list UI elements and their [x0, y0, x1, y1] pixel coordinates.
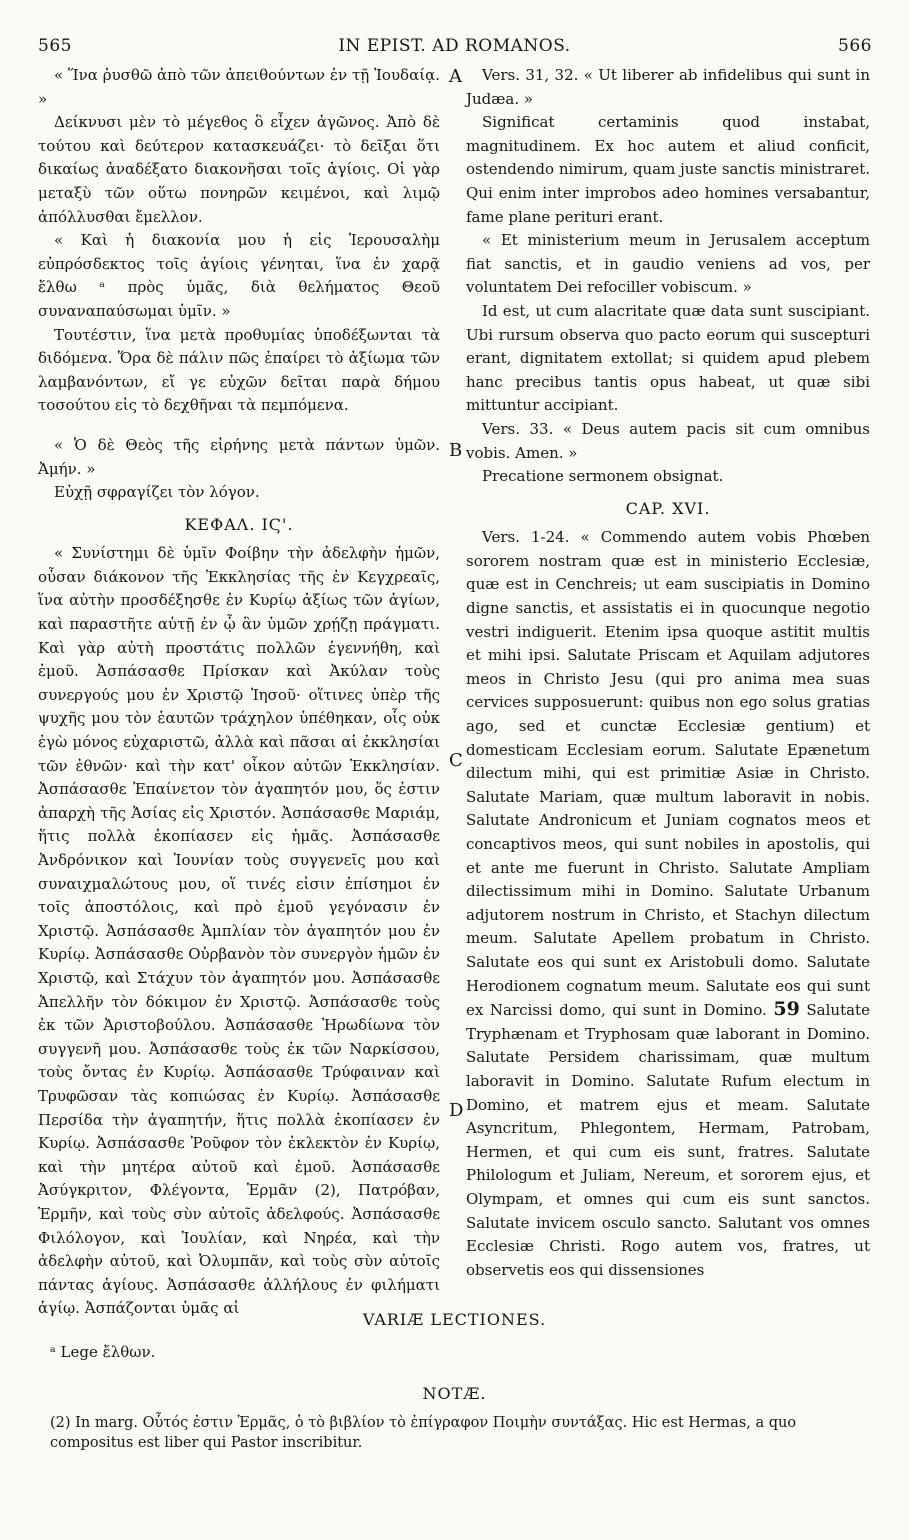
- latin-paragraph: Significat certaminis quod instabat, magnitudinem. Ex hoc autem et aliud conficit, ostendendo nimirum, quam juste sanctis ministraret. Qui enim inter improbos adeo homines versabantur, fame plane perituri erant.: [466, 113, 870, 226]
- latin-paragraph: [466, 526, 870, 1282]
- right-page-number: 566: [838, 36, 872, 56]
- latin-paragraph: « Et ministerium meum in Jerusalem acceptum fiat sanctis, et in gaudio veniens ad vos, per voluntatem Dei refociller vobiscum. »: [466, 231, 870, 297]
- greek-chapter-heading: ΚΕΦΑΛ. ΙϚ'.: [184, 514, 294, 534]
- latin-paragraph: Id est, ut cum alacritate quæ data sunt suscipiant. Ubi rursum observa quo pacto eorum qui suscepturi erant, dignitatem extollat; si quidem apud plebem hanc precibus tantis opus habeat, ut quæ sibi mittuntur accipiant.: [466, 301, 870, 415]
- latin-text-part: Vers. 1-24. « Commendo autem vobis Phœben sororem nostram quæ est in ministerio Ecclesiæ, quæ est in Cenchreis; ut eam suscipiatis in Domino digne sanctis, et assistatis ei in quocunque negotio vestri indiguerit. Etenim ipsa quoque astitit multis et mihi ipsi. Salutate Priscam et Aquilam adjutores meos in Christo Jesu (qui pro anima mea suas cervices supposuerunt: quibus non ego solus gratias ago, sed et cunctæ Ecclesiæ gentium) et domesticam Ecclesiam eorum. Salutate Epænetum dilectum mihi, qui est primitiæ Asiæ in Christo. Salutate Mariam, quæ multum laboravit in nobis. Salutate Andronicum et Juniam cognatos meos et concaptivos meos, qui sunt nobiles in apostolis, qui et ante me fuerunt in Christo. Salutate Ampliam dilectissimum mihi in Domino. Salutate Urbanum adjutorem nostrum in Christo, et Stachyn dilectum meum. Salutate Apellem probatum in Christo. Salutate eos qui sunt ex Aristobuli domo. Salutate Herodionem cognatum meum. Salutate eos qui sunt ex Narcissi domo, qui sunt in Domino.: [466, 528, 870, 1020]
- left-page-number: 565: [38, 36, 72, 56]
- latin-paragraph: Vers. 33. « Deus autem pacis sit cum omnibus vobis. Amen. »: [466, 419, 870, 462]
- latin-paragraph: Precatione sermonem obsignat.: [482, 467, 724, 486]
- latin-text-part: Salutate Tryphænam et Tryphosam quæ laborant in Domino. Salutate Persidem charissimam, quæ multum laboravit in Domino. Salutate Rufum electum in Domino, et matrem ejus et meam. Salutate Asyncritum, Phlegontem, Hermam, Patrobam, Hermen, et qui cum eis sunt, fratres. Salutate Philologum et Juliam, Nereum, et sororem ejus, et Olympam, et omnes qui cum eis sunt sanctos. Salutate invicem osculo sancto. Salutant vos omnes Ecclesiæ Christi. Rogo autem vos, fratres, ut observetis eos qui dissensiones: [466, 1001, 870, 1279]
- greek-paragraph: « Ὁ δὲ Θεὸς τῆς εἰρήνης μετὰ πάντων ὑμῶν. Ἀμήν. »: [38, 435, 440, 478]
- variae-lectiones-title: VARIÆ LECTIONES.: [362, 1310, 547, 1329]
- greek-paragraph: Τουτέστιν, ἵνα μετὰ προθυμίας ὑποδέξωνται τὰ διδόμενα. Ὅρα δὲ πάλιν πῶς ἐπαίρει τὸ ἀξίωμα τῶν λαμβανόντων, εἴ γε εὐχῶν δεῖται παρὰ δήμου τοσούτου εἰς τὸ δεχθῆναι τὰ πεμπόμενα.: [38, 325, 440, 415]
- greek-paragraph: Δείκνυσι μὲν τὸ μέγεθος ὃ εἶχεν ἀγῶνος. Ἀπὸ δὲ τούτου καὶ δεύτερον κατασκευάζει· τὸ δεῖξαι ὅτι δικαίως ἀναδέξατο διακονῆσαι τοῖς ἁγίοις. Οἱ γὰρ μεταξὺ τῶν οὕτω πονηρῶν κειμένοι, καὶ λιμῷ ἀπόλλυσθαι ἔμελλον.: [38, 113, 440, 226]
- greek-paragraph: « Καὶ ἡ διακονία μου ἡ εἰς Ἱερουσαλὴμ εὐπρόσδεκτος τοῖς ἁγίοις γένηται, ἵνα ἐν χαρᾷ ἔλθω ᵃ πρὸς ὑμᾶς, διὰ θελήματος Θεοῦ συναναπαύσωμαι ὑμῖν. »: [38, 231, 440, 320]
- latin-column: [466, 64, 870, 1282]
- greek-paragraph: « Συνίστημι δὲ ὑμῖν Φοίβην τὴν ἀδελφὴν ἡμῶν, οὖσαν διάκονον τῆς Ἐκκλησίας τῆς ἐν Κεγχρεαῖς, ἵνα αὐτὴν προσδέξησθε ἐν Κυρίῳ ἀξίως τῶν ἁγίων, καὶ παραστῆτε αὐτῇ ἐν ᾧ ἂν ὑμῶν χρῄζῃ πράγματι. Καὶ γὰρ αὐτὴ προστάτις πολλῶν ἐγεννήθη, καὶ ἐμοῦ. Ἀσπάσασθε Πρίσκαν καὶ Ἀκύλαν τοὺς συνεργούς μου ἐν Χριστῷ Ἰησοῦ· οἵτινες ὑπὲρ τῆς ψυχῆς μου τὸν ἑαυτῶν τράχηλον ὑπέθηκαν, οἷς οὐκ ἐγὼ μόνος εὐχαριστῶ, ἀλλὰ καὶ πᾶσαι αἱ ἐκκλησίαι τῶν ἐθνῶν· καὶ τὴν κατ' οἶκον αὐτῶν Ἐκκλησίαν. Ἀσπάσασθε Ἐπαίνετον τὸν ἀγαπητόν μου, ὅς ἐστιν ἀπαρχὴ τῆς Ἀσίας εἰς Χριστόν. Ἀσπάσασθε Μαριάμ, ἥτις πολλὰ ἐκοπίασεν εἰς ἡμᾶς. Ἀσπάσασθε Ἀνδρόνικον καὶ Ἰουνίαν τοὺς συγγενεῖς μου καὶ συναιχμαλώτους μου, οἵ τινές εἰσιν ἐπίσημοι ἐν τοῖς ἀποστόλοις, καὶ πρὸ ἐμοῦ γεγόνασιν ἐν Χριστῷ. Ἀσπάσασθε Ἀμπλίαν τὸν ἀγαπητόν μου ἐν Κυρίῳ. Ἀσπάσασθε Οὐρβανὸν τὸν συνεργὸν ἡμῶν ἐν Χριστῷ, καὶ Στάχυν τὸν ἀγαπητόν μου. Ἀσπάσασθε Ἀπελλῆν τὸν δόκιμον ἐν Χριστῷ. Ἀσπάσασθε τοὺς ἐκ τῶν Ἀριστοβούλου. Ἀσπάσασθε Ἡρωδίωνα τὸν συγγενῆ μου. Ἀσπάσασθε τοὺς ἐκ τῶν Ναρκίσσου, τοὺς ὄντας ἐν Κυρίῳ. Ἀσπάσασθε Τρύφαιναν καὶ Τρυφῶσαν τὰς κοπιώσας ἐν Κυρίῳ. Ἀσπάσασθε Περσίδα τὴν ἀγαπητήν, ἥτις πολλὰ ἐκοπίασεν ἐν Κυρίῳ. Ἀσπάσασθε Ῥοῦφον τὸν ἐκλεκτὸν ἐν Κυρίῳ, καὶ τὴν μητέρα αὐτοῦ καὶ ἐμοῦ. Ἀσπάσασθε Ἀσύγκριτον, Φλέγοντα, Ἑρμᾶν (2), Πατρόβαν, Ἑρμῆν, καὶ τοὺς σὺν αὐτοῖς ἀδελφούς. Ἀσπάσασθε Φιλόλογον, καὶ Ἰουλίαν, καὶ Νηρέα, καὶ τὴν ἀδελφὴν αὐτοῦ, καὶ Ὀλυμπᾶν, καὶ τοὺς σὺν αὐτοῖς πάντας ἁγίους. Ἀσπάσασθε ἀλλήλους ἐν φιλήματι ἁγίῳ. Ἀσπάζονται ὑμᾶς αἱ: [38, 544, 440, 1318]
- latin-chapter-heading: CAP. XVI.: [625, 498, 711, 518]
- greek-paragraph: Εὐχῇ σφραγίζει τὸν λόγον.: [54, 483, 260, 502]
- margin-letter-d: D: [449, 1100, 464, 1121]
- column-number: 59: [773, 998, 800, 1021]
- margin-letter-a: A: [449, 66, 462, 87]
- margin-letter-c: C: [449, 750, 463, 771]
- notae-text: (2) In marg. Οὗτός ἐστιν Ἑρμᾶς, ὁ τὸ βιβλίον τὸ ἐπίγραφον Ποιμὴν συντάξας. Hic est Hermas, a quo compositus est liber qui Pastor inscribitur.: [50, 1415, 797, 1451]
- greek-column: [38, 64, 440, 1321]
- running-title: IN EPIST. AD ROMANOS.: [338, 36, 571, 56]
- latin-paragraph: Vers. 31, 32. « Ut liberer ab infidelibus qui sunt in Judæa. »: [466, 66, 870, 108]
- variae-lectiones-text: ᵃ Lege ἔλθων.: [50, 1343, 156, 1361]
- margin-letter-b: B: [449, 440, 463, 461]
- notae-title: NOTÆ.: [422, 1384, 487, 1403]
- greek-paragraph: « Ἵνα ῥυσθῶ ἀπὸ τῶν ἀπειθούντων ἐν τῇ Ἰουδαίᾳ. »: [38, 66, 440, 108]
